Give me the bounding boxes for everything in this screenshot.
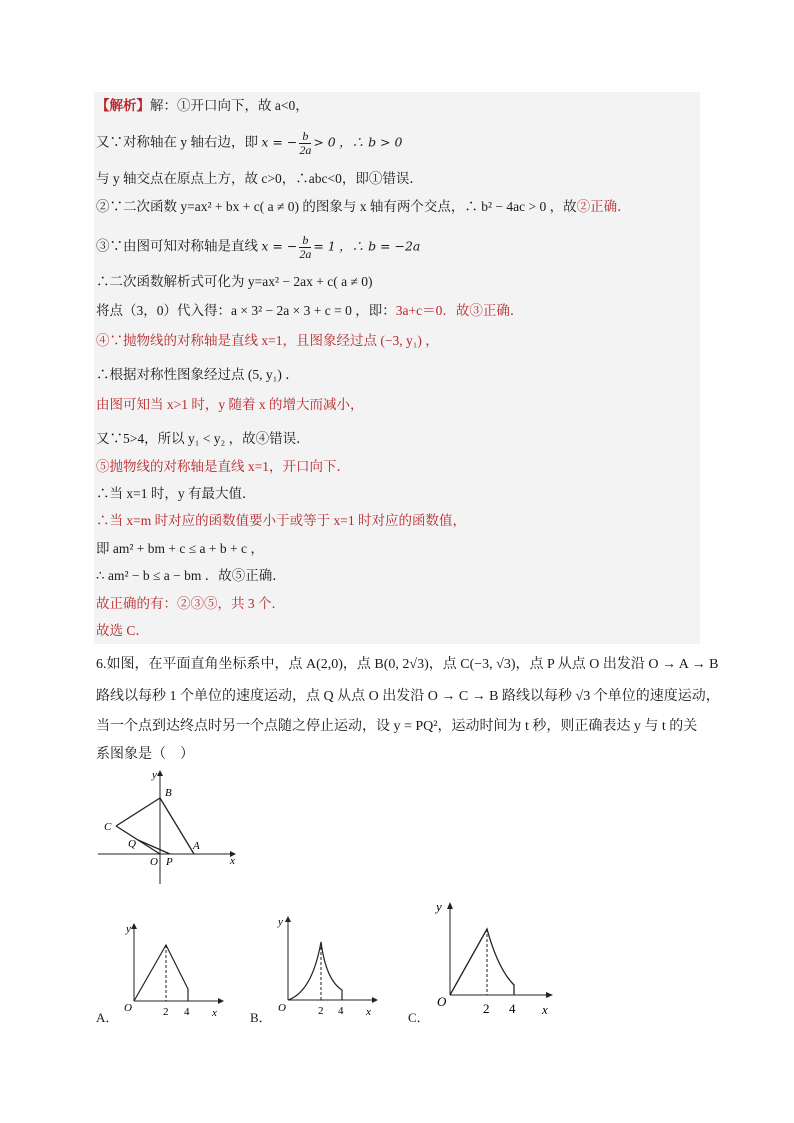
label-x: x (230, 855, 235, 867)
solution-line-14: ∴当 x=m 时对应的函数值要小于或等于 x=1 时对应的函数值， (96, 513, 466, 528)
svg-text:O: O (278, 1002, 286, 1014)
solution-line-13: ∴当 x=1 时，y 有最大值． (96, 486, 256, 501)
solution-line-1: 【解析】解：①开口向下，故 a<0， (96, 98, 309, 113)
svg-text:y: y (436, 899, 442, 914)
solution-line-5: ③∵由图可知对称轴是直线 x = − $\frac{b}{2a}$ = 1 ，∴ b = −2a (96, 233, 421, 261)
svg-text:O: O (437, 994, 447, 1009)
svg-text:y: y (126, 923, 131, 935)
solution-line-4: ②∵二次函数 y=ax² + bx + c( a ≠ 0) 的图象与 x 轴有两个交点，∴ b² − 4ac > 0 ，故②正确． (96, 199, 631, 214)
option-b-curve (288, 942, 342, 1000)
option-b-graph[interactable] (268, 908, 383, 1016)
solution-line-17: 故正确的有：②③⑤，共 3 个． (96, 596, 285, 611)
svg-text:2: 2 (318, 1005, 324, 1016)
svg-text:2: 2 (163, 1006, 169, 1018)
svg-text:4: 4 (509, 1001, 516, 1016)
fraction-b-over-2a: $\frac{b}{2a}$ (299, 233, 312, 261)
segment-cb (116, 798, 160, 826)
svg-text:4: 4 (184, 1006, 190, 1018)
solution-line-6: ∴二次函数解析式可化为 y=ax² − 2ax + c( a ≠ 0) (96, 274, 373, 289)
coordinate-figure (94, 768, 244, 888)
label-a: A (193, 840, 200, 852)
fraction-b-over-2a: $\frac{b}{2a}$ (299, 129, 312, 157)
label-q: Q (128, 838, 136, 850)
svg-text:2: 2 (483, 1001, 490, 1016)
svg-text:y: y (278, 916, 283, 928)
segment-ab (160, 798, 194, 854)
label-o: O (150, 856, 158, 868)
svg-text:x: x (212, 1007, 217, 1019)
solution-line-10: 由图可知当 x>1 时，y 随着 x 的增大而减小， (96, 397, 364, 412)
question-line-2: 路线以每秒 1 个单位的速度运动，点 Q 从点 O 出发沿 O → C → B 路线以每秒 √3 个单位的速度运动， (96, 689, 720, 704)
svg-text:O: O (124, 1002, 132, 1014)
question-line-4: 系图象是（ ） (96, 747, 194, 762)
option-c-graph[interactable] (426, 893, 561, 1019)
label-b: B (165, 787, 172, 799)
option-a-curve (134, 945, 188, 1001)
solution-line-3: 与 y 轴交点在原点上方，故 c>0，∴abc<0，即①错误． (96, 171, 423, 186)
label-c: C (104, 821, 112, 833)
solution-line-12: ⑤抛物线的对称轴是直线 x=1，开口向下． (96, 459, 350, 474)
option-c-curve (450, 929, 514, 995)
svg-text:4: 4 (338, 1005, 344, 1016)
y-axis-arrow (157, 770, 163, 776)
option-a-letter[interactable]: A． (96, 1010, 119, 1025)
question-line-1: 6.如图，在平面直角坐标系中，点 A(2,0)，点 B(0, 2√3)，点 C(−3, √3)，点 P 从点 O 出发沿 O → A → B (96, 657, 719, 672)
solution-line-16: ∴ am² − b ≤ a − bm ．故⑤正确． (96, 568, 286, 583)
option-b-letter[interactable]: B． (250, 1010, 272, 1025)
solution-line-8: ④∵抛物线的对称轴是直线 x=1，且图象经过点 (−3, y₁) ， (96, 333, 439, 348)
svg-text:x: x (366, 1006, 371, 1016)
solution-line-11: 又∵5>4，所以 y₁ < y₂ ，故④错误． (96, 431, 310, 446)
solution-line-9: ∴根据对称性图象经过点 (5, y₁) ． (96, 367, 299, 382)
option-a-graph[interactable] (114, 915, 229, 1023)
option-c-letter[interactable]: C． (408, 1010, 430, 1025)
label-y: y (152, 769, 157, 781)
solution-line-2: 又∵对称轴在 y 轴右边，即 x = − $\frac{b}{2a}$ > 0 ，∴ b > 0 (96, 129, 403, 157)
solution-line-18: 故选 C． (96, 623, 149, 638)
solution-line-15: 即 am² + bm + c ≤ a + b + c ， (96, 541, 264, 556)
svg-text:x: x (542, 1002, 548, 1017)
label-p: P (166, 856, 173, 868)
analysis-tag: 【解析】 (96, 98, 150, 113)
solution-line-7: 将点（3，0）代入得：a × 3² − 2a × 3 + c = 0 ，即：3a+c＝0．故③正确． (96, 303, 524, 318)
question-line-3: 当一个点到达终点时另一个点随之停止运动，设 y = PQ²，运动时间为 t 秒，则正确表达 y 与 t 的关 (96, 719, 698, 734)
segment-pq (138, 840, 170, 854)
